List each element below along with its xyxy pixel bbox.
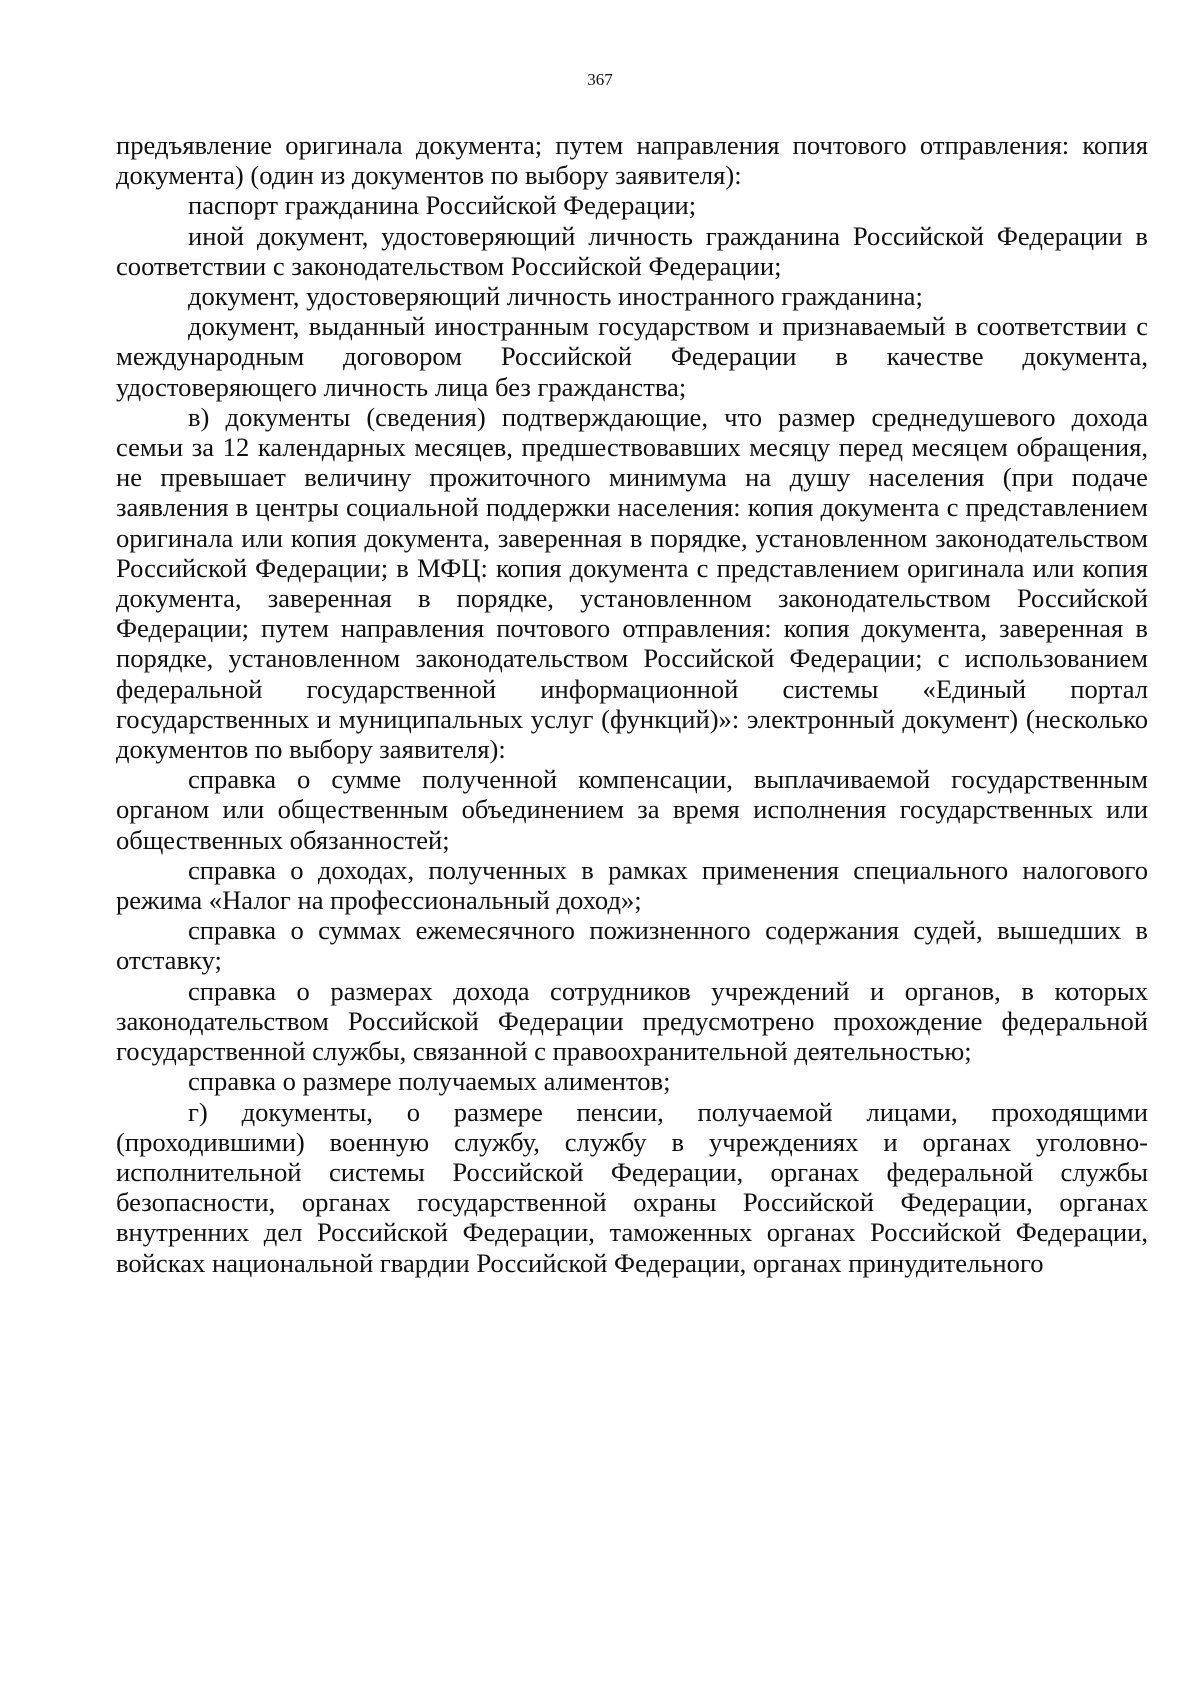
list-item-stateless-person-document: документ, выданный иностранным государством и признаваемый в соответствии с международным договором Российской Федерации в качестве документа, удостоверяющего личность лица без гражданства; bbox=[116, 311, 1148, 402]
list-item-other-id-document: иной документ, удостоверяющий личность гражданина Российской Федерации в соответствии с законодательством Российской Федерации; bbox=[116, 220, 1148, 281]
list-item-alimony-certificate: справка о размере получаемых алиментов; bbox=[188, 1066, 671, 1097]
list-item-professional-income-tax-certificate: справка о доходах, полученных в рамках применения специального налогового режима «Налог на профессиональный доход»; bbox=[116, 854, 1148, 916]
paragraph-item-v-income-documents: в) документы (сведения) подтверждающие, что размер среднедушевого дохода семьи за 12 календарных месяцев, предшествовавших месяцу перед месяцем обращения, не превышает величину прожиточного минимума на душу населения (при подаче заявления в центры социальной поддержки населения: копия документа с представлением оригинала или копия документа, заверенная в порядке, установленном законодательством Российской Федерации; в МФЦ: копия документа с представлением оригинала или копия документа, заверенная в порядке, установленном законодательством Российской Федерации; путем направления почтового отправления: копия документа, заверенная в порядке, установленном законодательством Российской Федерации; с использованием федеральной государственной информационной системы «Единый портал государственных и муниципальных услуг (функций)»: электронный документ) (несколько документов по выбору заявителя): bbox=[116, 401, 1148, 765]
paragraph-continuation: предъявление оригинала документа; путем направления почтового отправления: копия документа) (один из документов по выбору заявителя): bbox=[116, 130, 1148, 191]
document-body bbox=[116, 130, 1148, 1278]
page-number: 367 bbox=[587, 70, 613, 89]
list-item-compensation-certificate: справка о сумме полученной компенсации, выплачиваемой государственным органом или общественным объединением за время исполнения государственных или общественных обязанностей; bbox=[116, 764, 1148, 855]
list-item-foreign-citizen-id: документ, удостоверяющий личность иностранного гражданина; bbox=[188, 281, 923, 312]
list-item-passport: паспорт гражданина Российской Федерации; bbox=[188, 190, 697, 221]
paragraph-item-g-pension-documents: г) документы, о размере пенсии, получаемой лицами, проходящими (проходившими) военную службу, службу в учреждениях и органах уголовно-исполнительной системы Российской Федерации, органах федеральной службы безопасности, органах государственной охраны Российской Федерации, органах внутренних дел Российской Федерации, таможенных органах Российской Федерации, войсках национальной гвардии Российской Федерации, органах принудительного bbox=[116, 1096, 1148, 1278]
list-item-judges-allowance-certificate: справка о суммах ежемесячного пожизненного содержания судей, вышедших в отставку; bbox=[116, 915, 1148, 976]
list-item-law-enforcement-income-certificate: справка о размерах дохода сотрудников учреждений и органов, в которых законодательством Российской Федерации предусмотрено прохождение федеральной государственной службы, связанной с правоохранительной деятельностью; bbox=[116, 975, 1148, 1067]
